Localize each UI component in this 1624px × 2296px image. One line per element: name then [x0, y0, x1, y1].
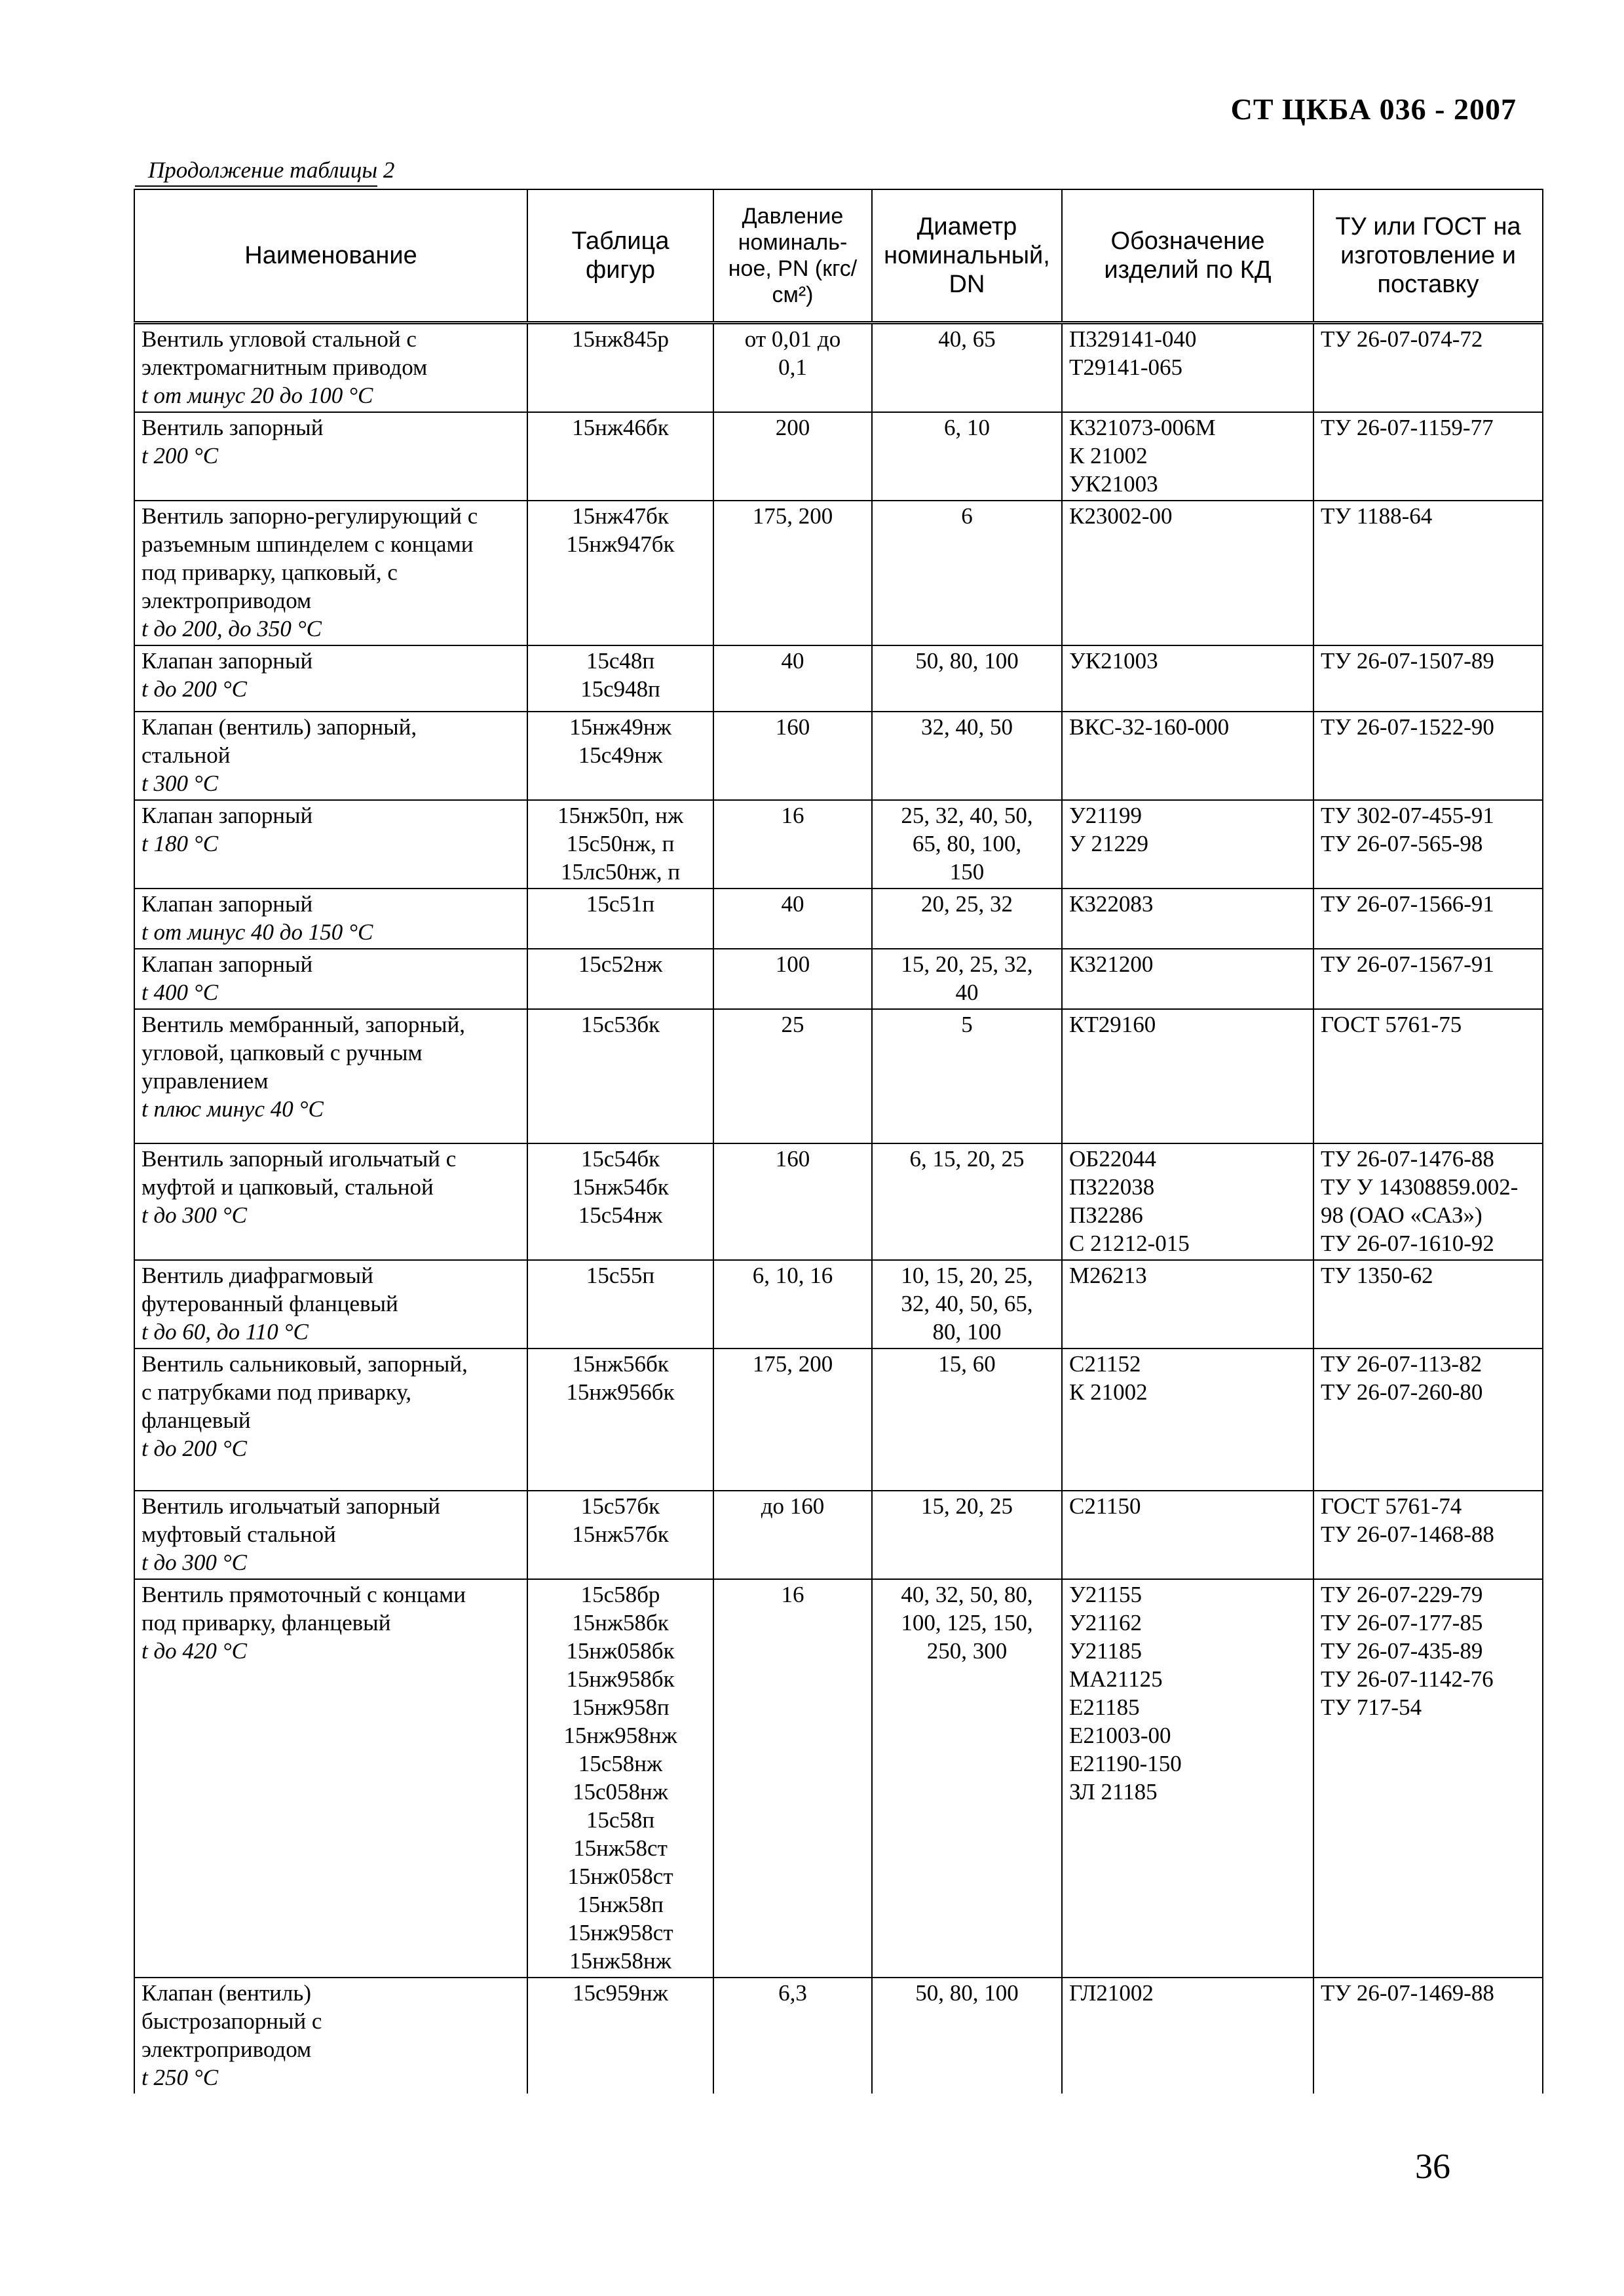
cell-name [134, 1491, 527, 1579]
cell-standard [1313, 889, 1543, 949]
cell-pressure [713, 1491, 872, 1579]
figures-line: 15лс50нж, п [560, 859, 681, 885]
cell-name [134, 645, 527, 712]
caption-divider [135, 185, 377, 187]
cell-standard [1313, 1579, 1543, 1978]
cell-pressure [713, 323, 872, 413]
figures-line: 15нж845р [572, 326, 669, 352]
name-line: электроприводом [142, 2037, 312, 2062]
temperature-note: t от минус 40 до 150 °С [142, 919, 373, 945]
name-line: стальной [142, 742, 231, 768]
dn-line: 40, 32, 50, 80, [901, 1582, 1033, 1607]
kd-line: К321200 [1069, 951, 1154, 977]
table-row [134, 323, 1543, 413]
cell-diameter [872, 949, 1062, 1009]
name-line: под приварку, фланцевый [142, 1610, 391, 1636]
tu-line: ТУ 26-07-1507-89 [1321, 648, 1494, 674]
cell-kd [1062, 712, 1313, 800]
kd-line: К 21002 [1069, 443, 1148, 469]
figures-line: 15с55п [586, 1263, 655, 1288]
cell-kd [1062, 1978, 1313, 2094]
kd-line: К 21002 [1069, 1379, 1148, 1405]
figures-line: 15с53бк [580, 1012, 660, 1037]
cell-diameter [872, 1491, 1062, 1579]
name-line: с патрубками под приварку, [142, 1379, 411, 1405]
figures-line: 15с52нж [578, 951, 663, 977]
kd-line: К322083 [1069, 891, 1154, 917]
pn-line: 40 [781, 891, 804, 917]
cell-name [134, 1009, 527, 1143]
tu-line: ТУ 26-07-177-85 [1321, 1610, 1483, 1636]
cell-name [134, 412, 527, 501]
dn-line: 250, 300 [926, 1638, 1008, 1664]
dn-line: 65, 80, 100, [912, 831, 1022, 856]
kd-line: ГЛ21002 [1069, 1980, 1154, 2006]
name-line: электромагнитным приводом [142, 354, 428, 380]
tu-line: ТУ 717-54 [1321, 1694, 1422, 1720]
tu-line: ТУ 302-07-455-91 [1321, 803, 1494, 828]
cell-standard [1313, 1978, 1543, 2094]
cell-diameter [872, 1143, 1062, 1260]
dn-line: 15, 20, 25, 32, [901, 951, 1033, 977]
tu-line: ГОСТ 5761-74 [1321, 1493, 1462, 1519]
name-line: фланцевый [142, 1407, 251, 1433]
dn-line: 50, 80, 100 [915, 1980, 1019, 2006]
figures-line: 15нж49нж [569, 714, 671, 740]
temperature-note: t до 420 °С [142, 1638, 248, 1664]
table-row [134, 949, 1543, 1009]
tu-line: ТУ 1350-62 [1321, 1263, 1433, 1288]
cell-kd [1062, 889, 1313, 949]
cell-figures [527, 645, 713, 712]
figures-line: 15нж58п [577, 1892, 664, 1917]
temperature-note: t плюс минус 40 °С [142, 1096, 324, 1122]
cell-pressure [713, 889, 872, 949]
dn-line: 15, 60 [938, 1351, 996, 1377]
tu-line: ТУ 26-07-565-98 [1321, 831, 1483, 856]
name-line: угловой, цапковый с ручным [142, 1040, 423, 1065]
table-row [134, 889, 1543, 949]
kd-line: М26213 [1069, 1263, 1147, 1288]
pn-line: от 0,01 до [744, 326, 841, 352]
temperature-note: t до 200 °С [142, 676, 248, 702]
tu-line: ТУ 26-07-1476-88 [1321, 1146, 1494, 1172]
kd-line: УК21003 [1069, 648, 1158, 674]
cell-standard [1313, 712, 1543, 800]
cell-name [134, 1978, 527, 2094]
dn-line: 150 [949, 859, 985, 885]
cell-standard [1313, 800, 1543, 889]
kd-line: Е21185 [1069, 1694, 1140, 1720]
cell-standard [1313, 1349, 1543, 1491]
kd-line: МА21125 [1069, 1666, 1163, 1692]
figures-line: 15с54нж [578, 1202, 663, 1228]
table-row [134, 1978, 1543, 2094]
kd-line: С21152 [1069, 1351, 1141, 1377]
cell-standard [1313, 1491, 1543, 1579]
cell-name [134, 1260, 527, 1349]
table-row [134, 1579, 1543, 1978]
kd-line: С21150 [1069, 1493, 1141, 1519]
cell-diameter [872, 889, 1062, 949]
tu-line: ТУ 26-07-1468-88 [1321, 1521, 1494, 1547]
temperature-note: t 300 °С [142, 771, 219, 796]
pn-line: 160 [775, 714, 810, 740]
figures-line: 15с49нж [578, 742, 663, 768]
figures-line: 15нж58нж [569, 1948, 671, 1974]
name-line: муфтой и цапковый, стальной [142, 1174, 434, 1200]
cell-pressure [713, 1978, 872, 2094]
kd-line: ПЗ2286 [1069, 1202, 1143, 1228]
figures-line: 15нж47бк [572, 503, 669, 529]
cell-kd [1062, 412, 1313, 501]
pn-line: 16 [781, 803, 804, 828]
cell-pressure [713, 412, 872, 501]
cell-figures [527, 1260, 713, 1349]
document-code: СТ ЦКБА 036 - 2007 [1230, 92, 1517, 126]
name-line: Вентиль запорный игольчатый с [142, 1146, 457, 1172]
dn-line: 32, 40, 50 [921, 714, 1013, 740]
temperature-note: t 200 °С [142, 443, 219, 469]
temperature-note: t 250 °С [142, 2065, 219, 2090]
figures-line: 15с54бк [580, 1146, 660, 1172]
col-header-pressure: Давление номиналь-ное, PN (кгс/см²) [713, 189, 872, 323]
cell-diameter [872, 712, 1062, 800]
dn-line: 100, 125, 150, [901, 1610, 1033, 1636]
table-row [134, 1143, 1543, 1260]
figures-line: 15с058нж [573, 1779, 668, 1805]
tu-line: ТУ 26-07-1142-76 [1321, 1666, 1494, 1692]
dn-line: 80, 100 [932, 1319, 1002, 1345]
tu-line: ТУ 26-07-113-82 [1321, 1351, 1482, 1377]
figures-line: 15нж58бк [572, 1610, 669, 1636]
pn-line: 6, 10, 16 [752, 1263, 833, 1288]
table-body [134, 323, 1543, 2094]
cell-name [134, 1579, 527, 1978]
tu-line: 98 (ОАО «САЗ») [1321, 1202, 1482, 1228]
page-number: 36 [1415, 2147, 1450, 2186]
figures-line: 15нж058ст [567, 1864, 673, 1889]
cell-figures [527, 1009, 713, 1143]
temperature-note: t 180 °С [142, 831, 219, 856]
kd-line: ПЗ22038 [1069, 1174, 1155, 1200]
figures-line: 15с48п [586, 648, 655, 674]
dn-line: 10, 15, 20, 25, [901, 1263, 1033, 1288]
pn-line: 16 [781, 1582, 804, 1607]
figures-line: 15нж58ст [573, 1835, 668, 1861]
name-line: Вентиль угловой стальной с [142, 326, 417, 352]
col-header-figures: Таблица фигур [527, 189, 713, 323]
cell-figures [527, 1579, 713, 1978]
name-line: Вентиль сальниковый, запорный, [142, 1351, 468, 1377]
table-row [134, 712, 1543, 800]
cell-figures [527, 949, 713, 1009]
tu-line: ТУ 26-07-1610-92 [1321, 1231, 1494, 1256]
figures-line: 15нж958бк [566, 1666, 675, 1692]
dn-line: 40, 65 [938, 326, 996, 352]
cell-standard [1313, 323, 1543, 413]
tu-line: ТУ 26-07-1522-90 [1321, 714, 1494, 740]
cell-kd [1062, 800, 1313, 889]
cell-name [134, 323, 527, 413]
figures-line: 15с50нж, п [566, 831, 675, 856]
kd-line: ВКС-32-160-000 [1069, 714, 1230, 740]
figures-line: 15с57бк [580, 1493, 660, 1519]
cell-standard [1313, 1260, 1543, 1349]
table-header-row [134, 189, 1543, 323]
cell-standard [1313, 412, 1543, 501]
table-row [134, 800, 1543, 889]
cell-kd [1062, 501, 1313, 645]
name-line: электроприводом [142, 588, 312, 613]
kd-line: ЗЛ 21185 [1069, 1779, 1158, 1805]
temperature-note: t от минус 20 до 100 °С [142, 383, 373, 408]
cell-pressure [713, 949, 872, 1009]
pn-line: 25 [781, 1012, 804, 1037]
name-line: Вентиль мембранный, запорный, [142, 1012, 466, 1037]
table-row [134, 1009, 1543, 1143]
pn-line: 6,3 [778, 1980, 807, 2006]
tu-line: ТУ 26-07-435-89 [1321, 1638, 1483, 1664]
name-line: муфтовый стальной [142, 1521, 336, 1547]
figures-line: 15с959нж [573, 1980, 668, 2006]
name-line: управлением [142, 1068, 269, 1094]
name-line: под приварку, цапковый, с [142, 560, 398, 585]
figures-line: 15нж54бк [572, 1174, 669, 1200]
dn-line: 40 [955, 980, 979, 1005]
table-row [134, 1491, 1543, 1579]
temperature-note: t до 300 °С [142, 1202, 248, 1228]
tu-line: ТУ 26-07-1567-91 [1321, 951, 1494, 977]
cell-kd [1062, 1009, 1313, 1143]
cell-figures [527, 1491, 713, 1579]
table-row [134, 1349, 1543, 1491]
dn-line: 50, 80, 100 [915, 648, 1019, 674]
figures-line: 15с58нж [578, 1751, 663, 1776]
dn-line: 5 [961, 1012, 973, 1037]
cell-figures [527, 889, 713, 949]
cell-kd [1062, 323, 1313, 413]
temperature-note: t до 200, до 350 °С [142, 616, 322, 641]
cell-figures [527, 1978, 713, 2094]
cell-diameter [872, 1349, 1062, 1491]
col-header-standard: ТУ или ГОСТ на изготовление и поставку [1313, 189, 1543, 323]
kd-line: К23002-00 [1069, 503, 1173, 529]
kd-line: У21155 [1069, 1582, 1142, 1607]
cell-kd [1062, 645, 1313, 712]
figures-line: 15нж57бк [572, 1521, 669, 1547]
name-line: разъемным шпинделем с концами [142, 531, 474, 557]
figures-line: 15нж958п [571, 1694, 670, 1720]
tu-line: ТУ 26-07-1159-77 [1321, 415, 1494, 440]
col-header-kd: Обозначение изделий по КД [1062, 189, 1313, 323]
kd-line: Е21003-00 [1069, 1723, 1171, 1748]
cell-kd [1062, 1491, 1313, 1579]
cell-pressure [713, 712, 872, 800]
name-line: Клапан запорный [142, 951, 313, 977]
cell-name [134, 889, 527, 949]
cell-diameter [872, 412, 1062, 501]
cell-diameter [872, 800, 1062, 889]
pn-line: 0,1 [778, 354, 807, 380]
cell-diameter [872, 1978, 1062, 2094]
cell-pressure [713, 1349, 872, 1491]
cell-name [134, 949, 527, 1009]
cell-standard [1313, 949, 1543, 1009]
cell-name [134, 1143, 527, 1260]
dn-line: 6 [961, 503, 973, 529]
figures-line: 15нж956бк [566, 1379, 675, 1405]
figures-line: 15нж958нж [563, 1723, 677, 1748]
cell-figures [527, 1143, 713, 1260]
pn-line: 175, 200 [752, 1351, 833, 1377]
cell-figures [527, 323, 713, 413]
name-line: Вентиль запорный [142, 415, 324, 440]
table-row [134, 1260, 1543, 1349]
cell-kd [1062, 1579, 1313, 1978]
temperature-note: t 400 °С [142, 980, 219, 1005]
kd-line: У21162 [1069, 1610, 1142, 1636]
tu-line: ТУ 26-07-260-80 [1321, 1379, 1483, 1405]
col-header-diameter: Диаметр номинальный, DN [872, 189, 1062, 323]
temperature-note: t до 300 °С [142, 1550, 248, 1575]
table-row [134, 412, 1543, 501]
cell-diameter [872, 645, 1062, 712]
figures-line: 15с58п [586, 1807, 655, 1833]
dn-line: 25, 32, 40, 50, [901, 803, 1033, 828]
dn-line: 6, 10 [944, 415, 990, 440]
figures-line: 15с948п [580, 676, 660, 702]
figures-line: 15нж56бк [572, 1351, 669, 1377]
name-line: футерованный фланцевый [142, 1291, 398, 1316]
cell-name [134, 1349, 527, 1491]
cell-name [134, 712, 527, 800]
figures-line: 15нж947бк [566, 531, 675, 557]
pn-line: 200 [775, 415, 810, 440]
cell-figures [527, 412, 713, 501]
tu-line: ТУ 26-07-229-79 [1321, 1582, 1483, 1607]
figures-line: 15нж058бк [566, 1638, 675, 1664]
cell-pressure [713, 1009, 872, 1143]
cell-kd [1062, 1349, 1313, 1491]
name-line: Клапан запорный [142, 891, 313, 917]
cell-pressure [713, 800, 872, 889]
cell-figures [527, 800, 713, 889]
tu-line: ТУ 26-07-1566-91 [1321, 891, 1494, 917]
valves-table [134, 189, 1543, 2094]
kd-line: П329141-040 [1069, 326, 1197, 352]
cell-name [134, 501, 527, 645]
cell-pressure [713, 501, 872, 645]
name-line: Вентиль диафрагмовый [142, 1263, 373, 1288]
cell-standard [1313, 645, 1543, 712]
cell-standard [1313, 501, 1543, 645]
cell-kd [1062, 1143, 1313, 1260]
kd-line: К321073-006М [1069, 415, 1216, 440]
dn-line: 20, 25, 32 [921, 891, 1013, 917]
cell-kd [1062, 949, 1313, 1009]
cell-pressure [713, 1579, 872, 1978]
dn-line: 15, 20, 25 [921, 1493, 1013, 1519]
temperature-note: t до 60, до 110 °С [142, 1319, 309, 1345]
tu-line: ТУ 26-07-1469-88 [1321, 1980, 1494, 2006]
cell-kd [1062, 1260, 1313, 1349]
kd-line: С 21212-015 [1069, 1231, 1190, 1256]
name-line: Клапан (вентиль) запорный, [142, 714, 417, 740]
name-line: Вентиль игольчатый запорный [142, 1493, 440, 1519]
tu-line: ГОСТ 5761-75 [1321, 1012, 1462, 1037]
cell-diameter [872, 323, 1062, 413]
kd-line: ОБ22044 [1069, 1146, 1156, 1172]
pn-line: 175, 200 [752, 503, 833, 529]
cell-pressure [713, 1260, 872, 1349]
cell-standard [1313, 1009, 1543, 1143]
cell-diameter [872, 501, 1062, 645]
figures-line: 15нж46бк [572, 415, 669, 440]
table-caption: Продолжение таблицы 2 [148, 157, 395, 183]
cell-figures [527, 1349, 713, 1491]
name-line: Клапан запорный [142, 803, 313, 828]
cell-pressure [713, 645, 872, 712]
pn-line: до 160 [761, 1493, 825, 1519]
cell-pressure [713, 1143, 872, 1260]
name-line: Вентиль прямоточный с концами [142, 1582, 466, 1607]
pn-line: 40 [781, 648, 804, 674]
name-line: Клапан (вентиль) [142, 1980, 311, 2006]
tu-line: ТУ 26-07-074-72 [1321, 326, 1483, 352]
kd-line: УК21003 [1069, 471, 1158, 497]
pn-line: 100 [775, 951, 810, 977]
figures-line: 15нж958ст [567, 1920, 673, 1945]
tu-line: ТУ 1188-64 [1321, 503, 1433, 529]
cell-figures [527, 501, 713, 645]
kd-line: КТ29160 [1069, 1012, 1156, 1037]
cell-name [134, 800, 527, 889]
kd-line: Т29141-065 [1069, 354, 1183, 380]
cell-diameter [872, 1009, 1062, 1143]
name-line: быстрозапорный с [142, 2008, 322, 2034]
kd-line: У21199 [1069, 803, 1142, 828]
name-line: Клапан запорный [142, 648, 313, 674]
name-line: Вентиль запорно-регулирующий с [142, 503, 478, 529]
tu-line: ТУ У 14308859.002- [1321, 1174, 1519, 1200]
kd-line: У 21229 [1069, 831, 1149, 856]
figures-line: 15с51п [586, 891, 655, 917]
dn-line: 6, 15, 20, 25 [909, 1146, 1025, 1172]
col-header-name: Наименование [134, 189, 527, 323]
kd-line: У21185 [1069, 1638, 1142, 1664]
cell-diameter [872, 1579, 1062, 1978]
figures-line: 15нж50п, нж [557, 803, 684, 828]
cell-diameter [872, 1260, 1062, 1349]
temperature-note: t до 200 °С [142, 1436, 248, 1461]
table-row [134, 645, 1543, 712]
kd-line: Е21190-150 [1069, 1751, 1182, 1776]
cell-standard [1313, 1143, 1543, 1260]
pn-line: 160 [775, 1146, 810, 1172]
figures-line: 15с58бр [580, 1582, 660, 1607]
table-row [134, 501, 1543, 645]
dn-line: 32, 40, 50, 65, [901, 1291, 1033, 1316]
cell-figures [527, 712, 713, 800]
